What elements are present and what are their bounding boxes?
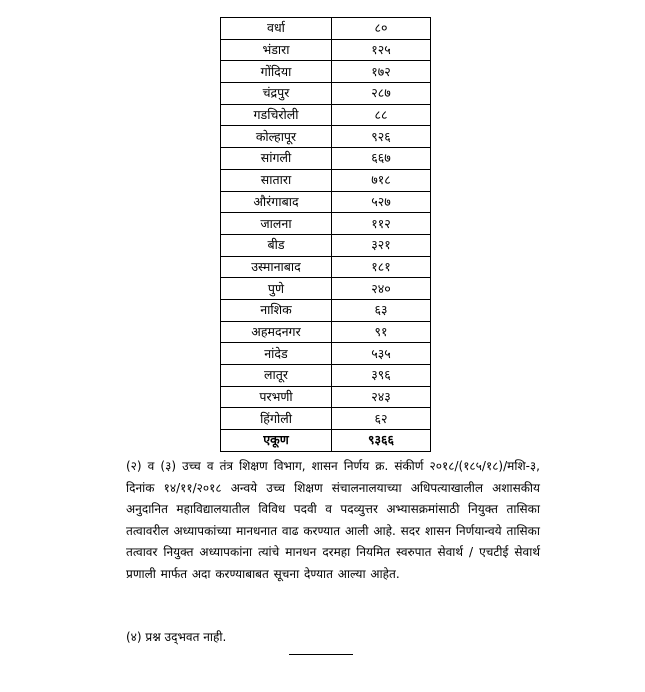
count-cell: ६६७ [332,148,431,170]
table-row [221,321,431,343]
count-cell: ८० [332,18,431,40]
count-cell: ६३ [332,299,431,321]
district-name-cell: सांगली [221,148,332,170]
table-row [221,256,431,278]
district-name-cell: गडचिरोली [221,104,332,126]
count-cell: ७१८ [332,169,431,191]
district-name-cell: औरंगाबाद [221,191,332,213]
end-rule [289,654,353,655]
table-row [221,234,431,256]
count-cell: ५३५ [332,343,431,365]
district-name-cell: नांदेड [221,343,332,365]
district-name-cell: भंडारा [221,39,332,61]
count-cell: १७२ [332,61,431,83]
count-cell: ९१ [332,321,431,343]
district-name-cell: एकूण [221,430,332,452]
district-name-cell: जालना [221,213,332,235]
district-name-cell: बीड [221,234,332,256]
table-row [221,191,431,213]
count-cell: २८७ [332,83,431,105]
district-name-cell: गोंदिया [221,61,332,83]
district-name-cell: कोल्हापूर [221,126,332,148]
count-cell: १८१ [332,256,431,278]
table-row [221,126,431,148]
table-row [221,299,431,321]
district-name-cell: पुणे [221,278,332,300]
count-cell: ५२७ [332,191,431,213]
count-cell: २४३ [332,386,431,408]
table-row [221,278,431,300]
district-name-cell: उस्मानाबाद [221,256,332,278]
count-cell: ३९६ [332,365,431,387]
district-name-cell: हिंगोली [221,408,332,430]
district-name-cell: चंद्रपुर [221,83,332,105]
district-name-cell: नाशिक [221,299,332,321]
table-row [221,213,431,235]
district-name-cell: सातारा [221,169,332,191]
table-row [221,83,431,105]
table-row [221,18,431,40]
table-row [221,386,431,408]
count-cell: ६२ [332,408,431,430]
count-cell: ३२१ [332,234,431,256]
table-row [221,343,431,365]
count-cell: ११२ [332,213,431,235]
count-cell: ९२६ [332,126,431,148]
district-count-table [220,17,431,452]
paragraph-2-3: (२) व (३) उच्च व तंत्र शिक्षण विभाग, शासन निर्णय क्र. संकीर्ण २०१८/(१८५/१८)/मशि-३, दिनांक १४/११/२०१८ अन्वये उच्च शिक्षण संचालनालयाच्या अधिपत्याखालील अशासकीय अनुदानित महाविद्यालयातील विविध पदवी व पदव्युत्तर अभ्यासक्रमांसाठी नियुक्त तासिका तत्वावरील अध्यापकांच्या मानधनात वाढ करण्यात आली आहे. सदर शासन निर्णयान्वये तासिका तत्वावर नियुक्त अध्यापकांना त्यांचे मानधन दरमहा नियमित स्वरुपात सेवार्थ / एचटीई सेवार्थ प्रणाली मार्फत अदा करण्याबाबत सूचना देण्यात आल्या आहेत. [126,459,540,581]
table-row [221,61,431,83]
district-name-cell: वर्धा [221,18,332,40]
table-row [221,169,431,191]
table-row [221,365,431,387]
table-row [221,408,431,430]
count-cell: २४० [332,278,431,300]
district-name-cell: परभणी [221,386,332,408]
paragraph-4: (४) प्रश्न उद्‌भवत नाही. [126,630,227,644]
count-cell: ९३६६ [332,430,431,452]
district-name-cell: लातूर [221,365,332,387]
table-total-row [221,430,431,452]
table-row [221,104,431,126]
count-cell: ८८ [332,104,431,126]
table-row [221,39,431,61]
count-cell: १२५ [332,39,431,61]
table-body [221,18,431,452]
district-name-cell: अहमदनगर [221,321,332,343]
table-row [221,148,431,170]
